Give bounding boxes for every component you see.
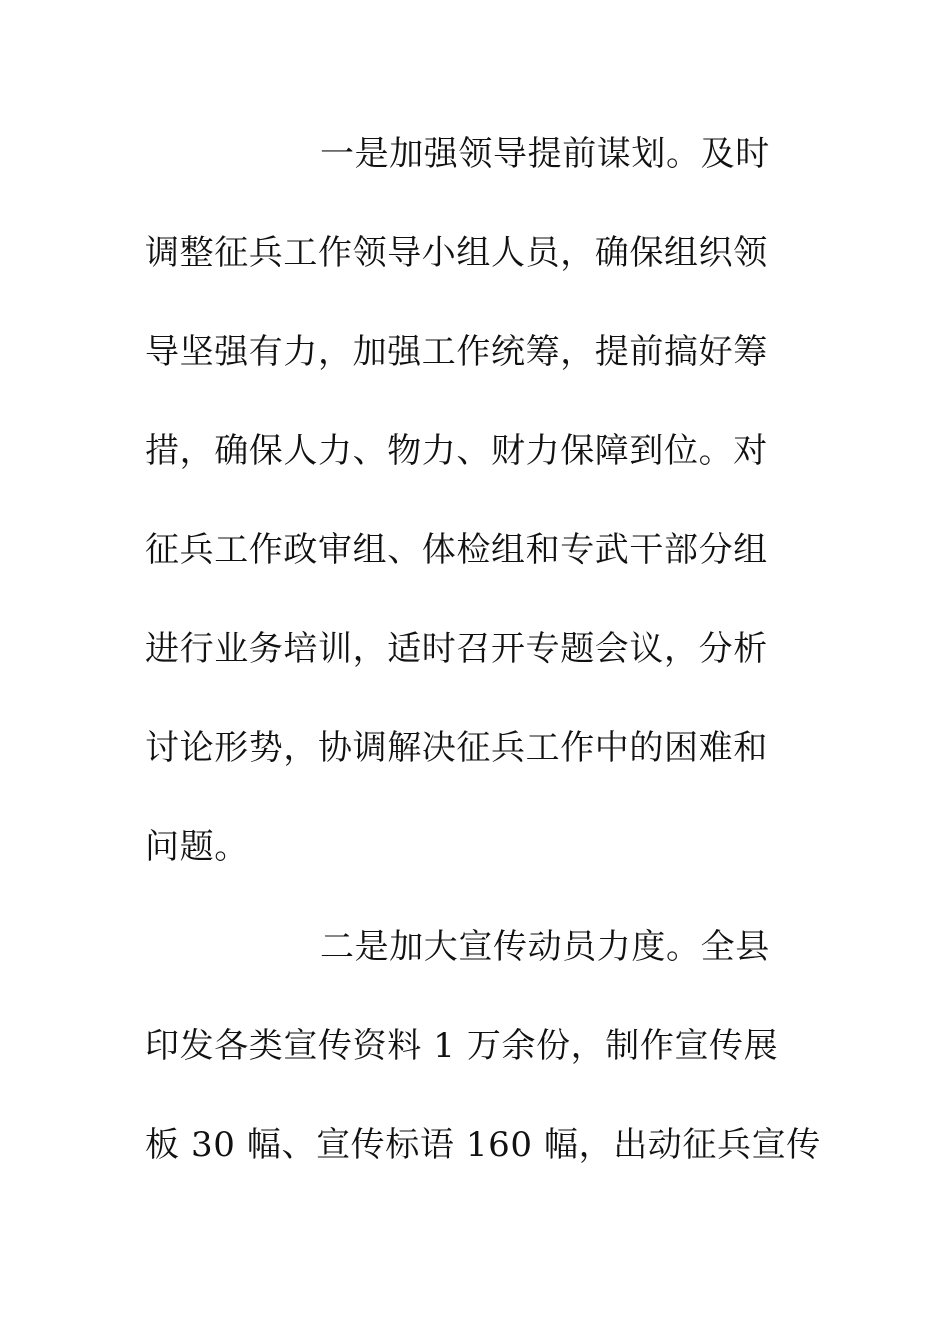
paragraph-1-line-7: 讨论形势，协调解决征兵工作中的困难和 (145, 728, 768, 768)
paragraph-2-line-3: 板 30 幅、宣传标语 160 幅，出动征兵宣传 (145, 1125, 821, 1165)
paragraph-1-line-3: 导坚强有力，加强工作统筹，提前搞好筹 (145, 332, 768, 372)
paragraph-1-line-1: 一是加强领导提前谋划。及时 (320, 134, 770, 174)
paragraph-1-line-8: 问题。 (145, 827, 249, 867)
paragraph-2-line-2: 印发各类宣传资料 1 万余份，制作宣传展 (145, 1026, 779, 1066)
paragraph-2-line-1: 二是加大宣传动员力度。全县 (320, 927, 770, 967)
paragraph-1-line-2: 调整征兵工作领导小组人员，确保组织领 (145, 233, 768, 273)
paragraph-1-line-5: 征兵工作政审组、体检组和专武干部分组 (145, 530, 768, 570)
paragraph-1-line-6: 进行业务培训，适时召开专题会议，分析 (145, 629, 768, 669)
paragraph-1-line-4: 措，确保人力、物力、财力保障到位。对 (145, 431, 768, 471)
